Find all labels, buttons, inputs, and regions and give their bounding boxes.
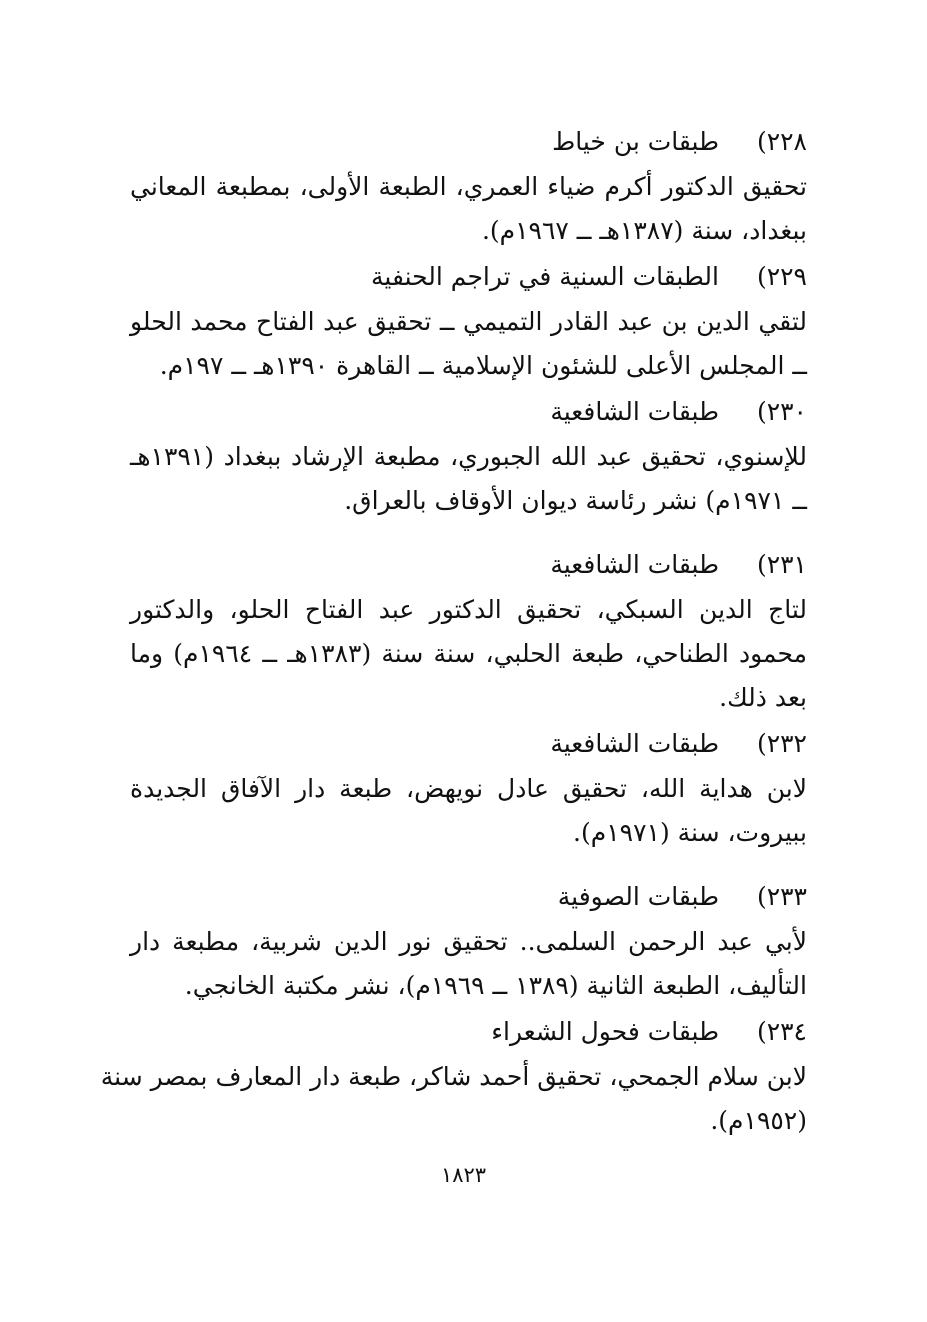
entry-title: طبقات الشافعية (550, 729, 719, 758)
entry-number: ٢٢٩) (756, 262, 807, 291)
bibliography-entry-232 (130, 720, 807, 855)
entry-description (130, 920, 807, 1008)
entry-line: التأليف، الطبعة الثانية (١٣٨٩ ــ ١٩٦٩م)، نشر مكتبة الخانجي. (184, 971, 807, 1000)
document-page (100, 118, 807, 1143)
entry-number: ٢٣١) (756, 550, 807, 579)
entry-line: تحقيق الدكتور أكرم ضياء العمري، الطبعة الأولى، بمطبعة المعاني (130, 172, 807, 201)
entry-title: طبقات الصوفية (557, 882, 719, 911)
entry-heading (130, 541, 807, 588)
entry-line: لابن سلام الجمحي، تحقيق أحمد شاكر، طبعة دار المعارف بمصر سنة (100, 1062, 807, 1091)
entry-heading (130, 720, 807, 767)
entry-line: ببغداد، سنة (١٣٨٧هـ ــ ١٩٦٧م). (481, 216, 807, 245)
entry-title: طبقات فحول الشعراء (491, 1017, 719, 1046)
bibliography-entry-229 (130, 253, 807, 388)
entry-line: ــ المجلس الأعلى للشئون الإسلامية ــ القاهرة ١٣٩٠هـ ــ ١٩٧م. (159, 351, 807, 380)
entry-number: ٢٣٠) (756, 397, 807, 426)
bibliography-entry-228 (130, 118, 807, 253)
entry-description (130, 767, 807, 855)
entry-line: بعد ذلك. (719, 683, 807, 712)
entry-line: (١٩٥٢م). (710, 1106, 807, 1135)
entry-title: طبقات الشافعية (550, 550, 719, 579)
entry-heading (130, 873, 807, 920)
entry-title: طبقات الشافعية (550, 397, 719, 426)
entry-title: طبقات بن خياط (552, 127, 719, 156)
bibliography-entry-231 (130, 541, 807, 720)
entry-number: ٢٢٨) (756, 127, 807, 156)
bibliography-entry-230 (130, 388, 807, 523)
entry-heading (130, 388, 807, 435)
entry-title: الطبقات السنية في تراجم الحنفية (371, 262, 719, 291)
entry-number: ٢٣٤) (756, 1017, 807, 1046)
entry-description (130, 435, 807, 523)
entry-line: لتقي الدين بن عبد القادر التميمي ــ تحقيق عبد الفتاح محمد الحلو (130, 307, 807, 336)
entry-heading (130, 1008, 807, 1055)
entry-line: لتاج الدين السبكي، تحقيق الدكتور عبد الفتاح الحلو، والدكتور (130, 595, 807, 624)
entry-line: لابن هداية الله، تحقيق عادل نويهض، طبعة دار الآفاق الجديدة (130, 774, 807, 803)
entry-line: للإسنوي، تحقيق عبد الله الجبوري، مطبعة الإرشاد ببغداد (١٣٩١هـ (130, 442, 807, 471)
page-number: ١٨٢٣ (440, 1163, 487, 1187)
bibliography-entry-233 (130, 873, 807, 1008)
entry-line: ــ ١٩٧١م) نشر رئاسة ديوان الأوقاف بالعراق. (344, 486, 807, 515)
entry-number: ٢٣٣) (756, 882, 807, 911)
entry-heading (130, 253, 807, 300)
entry-description (130, 165, 807, 253)
entry-line: محمود الطناحي، طبعة الحلبي، سنة سنة (١٣٨٣هـ ــ ١٩٦٤م) وما (130, 639, 807, 668)
entry-number: ٢٣٢) (756, 729, 807, 758)
entry-line: لأبي عبد الرحمن السلمى.. تحقيق نور الدين شربية، مطبعة دار (130, 927, 807, 956)
bibliography-entry-234 (100, 1008, 807, 1143)
entry-heading (130, 118, 807, 165)
entry-description (100, 1055, 807, 1143)
entry-description (130, 300, 807, 388)
entry-description (130, 588, 807, 720)
entry-line: ببيروت، سنة (١٩٧١م). (573, 818, 807, 847)
